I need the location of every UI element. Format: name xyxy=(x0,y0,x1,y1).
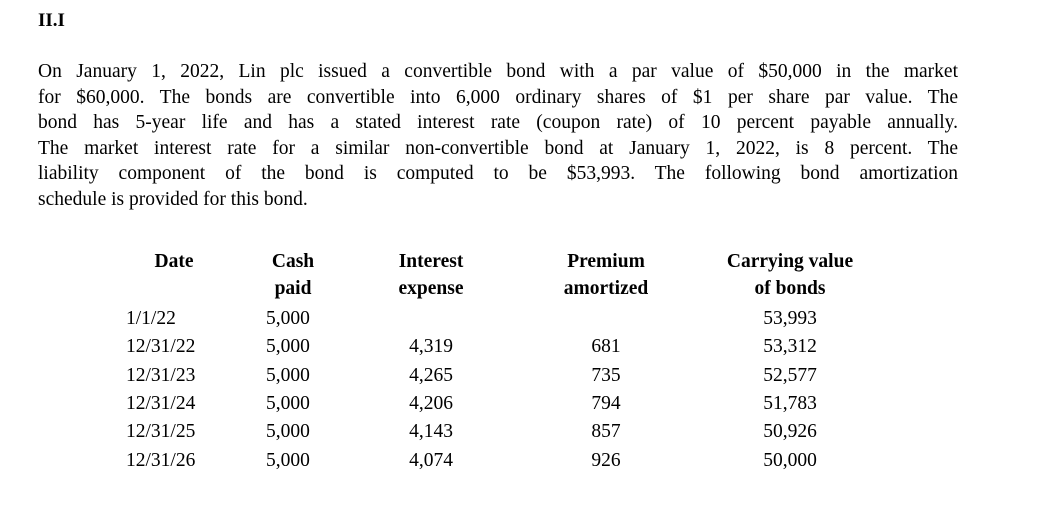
cell-cash: 5,000 xyxy=(266,365,310,386)
cell-carrying: 50,926 xyxy=(763,421,817,442)
cell-date: 12/31/22 xyxy=(126,336,196,357)
cell-interest: 4,319 xyxy=(409,336,453,357)
header-date: Date xyxy=(154,251,194,272)
paragraph-line: The market interest rate for a similar non-convertible bond at January 1, 2022, is 8 percent. The xyxy=(38,137,958,159)
header-cash-line1: Cash xyxy=(271,251,315,272)
cell-interest: 4,074 xyxy=(409,450,453,471)
cell-date: 12/31/26 xyxy=(126,450,196,471)
cell-date: 12/31/24 xyxy=(126,393,196,414)
cell-carrying: 53,312 xyxy=(763,336,817,357)
cell-cash: 5,000 xyxy=(266,421,310,442)
cell-date: 1/1/22 xyxy=(126,308,176,329)
cell-interest: 4,143 xyxy=(409,421,453,442)
header-premium-line2: amortized xyxy=(563,278,649,299)
cell-premium: 794 xyxy=(591,393,621,414)
cell-cash: 5,000 xyxy=(266,393,310,414)
cell-cash: 5,000 xyxy=(266,450,310,471)
cell-carrying: 50,000 xyxy=(763,450,817,471)
cell-date: 12/31/25 xyxy=(126,421,196,442)
header-carrying-line2: of bonds xyxy=(754,278,826,299)
header-interest-line1: Interest xyxy=(398,251,464,272)
paragraph-line: bond has 5-year life and has a stated interest rate (coupon rate) of 10 percent payable annually. xyxy=(38,112,958,133)
cell-carrying: 53,993 xyxy=(763,308,817,329)
paragraph-line: On January 1, 2022, Lin plc issued a convertible bond with a par value of $50,000 in the market xyxy=(38,61,958,82)
paragraph-line: schedule is provided for this bond. xyxy=(38,188,308,210)
cell-carrying: 51,783 xyxy=(763,393,817,414)
cell-premium: 857 xyxy=(591,421,621,442)
cell-date: 12/31/23 xyxy=(126,365,196,386)
heading: II.I xyxy=(38,10,65,31)
cell-cash: 5,000 xyxy=(266,336,310,357)
cell-cash: 5,000 xyxy=(266,308,310,329)
cell-carrying: 52,577 xyxy=(763,365,817,386)
header-cash-line2: paid xyxy=(274,278,312,299)
header-premium-line1: Premium xyxy=(567,251,645,272)
paragraph-line: for $60,000. The bonds are convertible into 6,000 ordinary shares of $1 per share par value. The xyxy=(38,86,958,108)
cell-premium: 926 xyxy=(591,450,621,471)
cell-premium: 681 xyxy=(591,336,621,357)
cell-interest: 4,206 xyxy=(409,393,453,414)
header-interest-line2: expense xyxy=(398,278,464,299)
paragraph-line: liability component of the bond is computed to be $53,993. The following bond amortization xyxy=(38,163,958,184)
header-carrying-line1: Carrying value xyxy=(726,251,854,272)
cell-interest: 4,265 xyxy=(409,365,453,386)
cell-premium: 735 xyxy=(591,365,621,386)
